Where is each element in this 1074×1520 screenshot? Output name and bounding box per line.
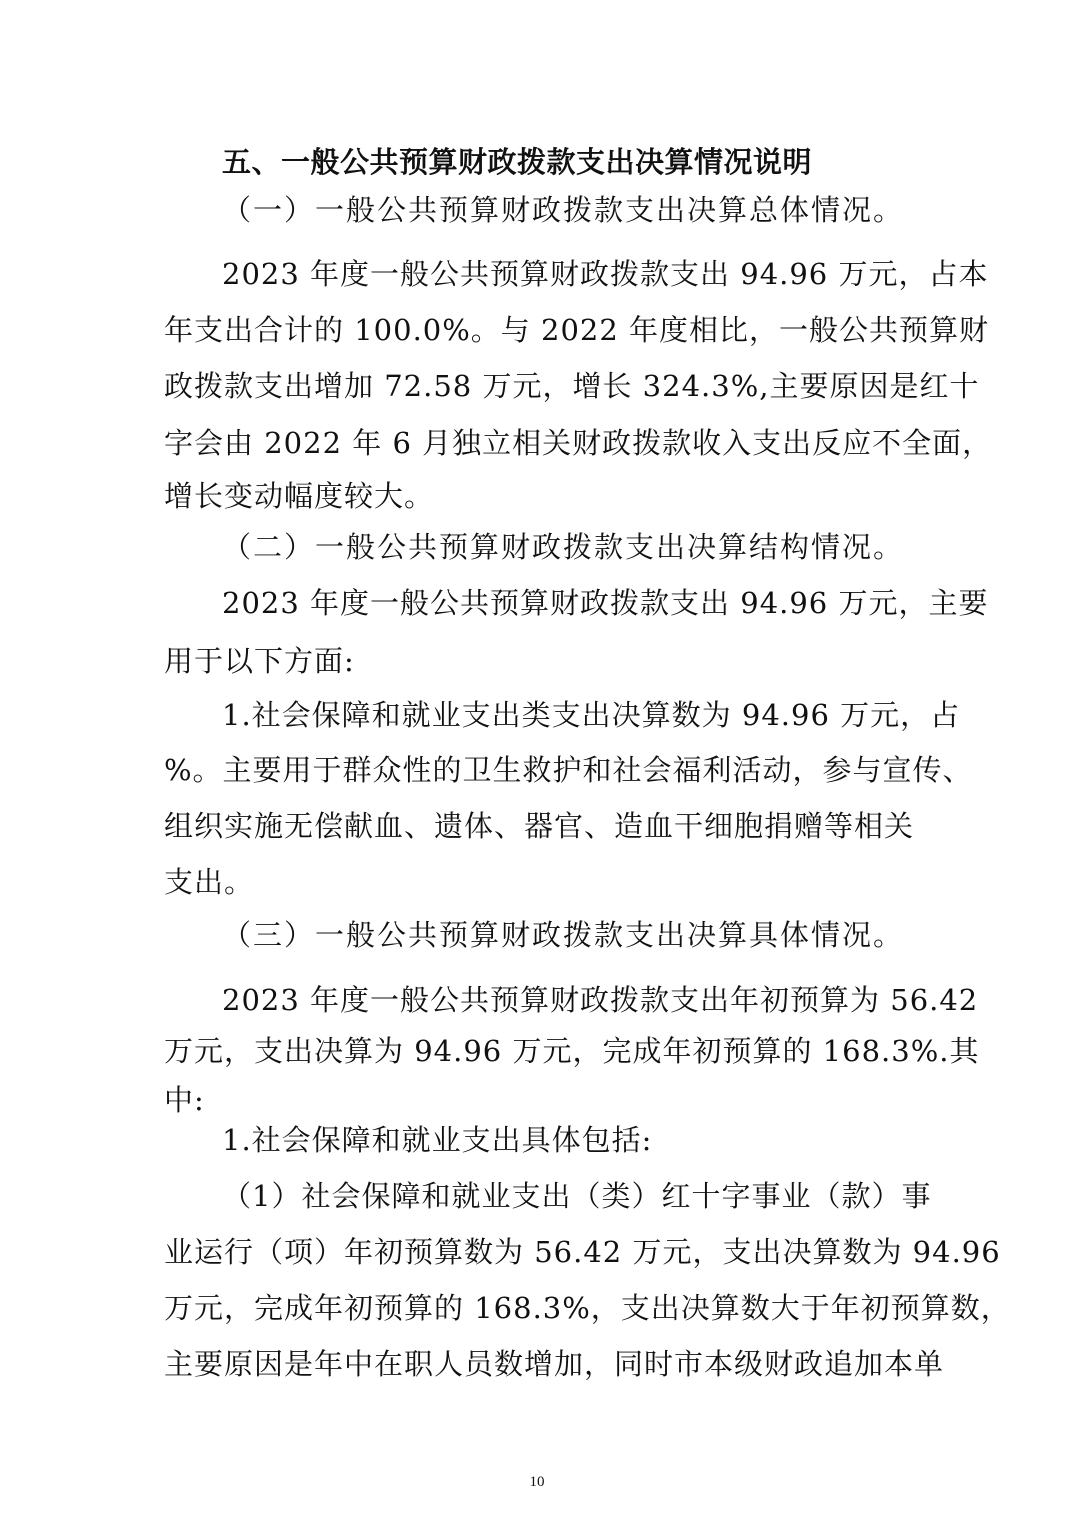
paragraph-line: 字会由 2022 年 6 月独立相关财政拨款收入支出反应不全面， bbox=[164, 426, 993, 460]
paragraph-line: 支出。 bbox=[164, 865, 255, 899]
paragraph-line: （1）社会保障和就业支出（类）红十字事业（款）事 bbox=[222, 1179, 932, 1213]
paragraph-line: 万元，完成年初预算的 168.3%，支出决算数大于年初预算数， bbox=[164, 1291, 1011, 1325]
paragraph-line: 2023 年度一般公共预算财政拨款支出年初预算为 56.42 bbox=[222, 983, 979, 1017]
paragraph-line: 中: bbox=[164, 1083, 205, 1117]
paragraph-line: 年支出合计的 100.0%。与 2022 年度相比，一般公共预算财 bbox=[164, 313, 990, 347]
paragraph-line: 2023 年度一般公共预算财政拨款支出 94.96 万元，占本 bbox=[222, 257, 989, 291]
paragraph-line: 组织实施无偿献血、遗体、器官、造血干细胞捐赠等相关 bbox=[164, 809, 915, 843]
page-number: 10 bbox=[529, 1474, 545, 1490]
subsection-title-1: （一）一般公共预算财政拨款支出决算总体情况。 bbox=[222, 193, 905, 227]
paragraph-line: 1.社会保障和就业支出类支出决算数为 94.96 万元，占 bbox=[222, 698, 961, 732]
paragraph-line: 1.社会保障和就业支出具体包括: bbox=[222, 1123, 653, 1157]
subsection-title-3: （三）一般公共预算财政拨款支出决算具体情况。 bbox=[222, 918, 905, 952]
subsection-title-2: （二）一般公共预算财政拨款支出决算结构情况。 bbox=[222, 530, 905, 564]
paragraph-line: 用于以下方面: bbox=[164, 644, 355, 678]
paragraph-line: 增长变动幅度较大。 bbox=[164, 479, 435, 513]
section-title: 五、一般公共预算财政拨款支出决算情况说明 bbox=[222, 145, 813, 179]
paragraph-line: 业运行（项）年初预算数为 56.42 万元，支出决算数为 94.96 bbox=[164, 1235, 1001, 1269]
paragraph-line: 主要原因是年中在职人员数增加，同时市本级财政追加本单 bbox=[164, 1347, 945, 1381]
paragraph-line: 万元，支出决算为 94.96 万元，完成年初预算的 168.3%.其 bbox=[164, 1034, 980, 1068]
paragraph-line: 政拨款支出增加 72.58 万元，增长 324.3%,主要原因是红十 bbox=[164, 369, 980, 403]
paragraph-line: %。主要用于群众性的卫生救护和社会福利活动，参与宣传、 bbox=[164, 753, 973, 787]
paragraph-line: 2023 年度一般公共预算财政拨款支出 94.96 万元，主要 bbox=[222, 586, 989, 620]
